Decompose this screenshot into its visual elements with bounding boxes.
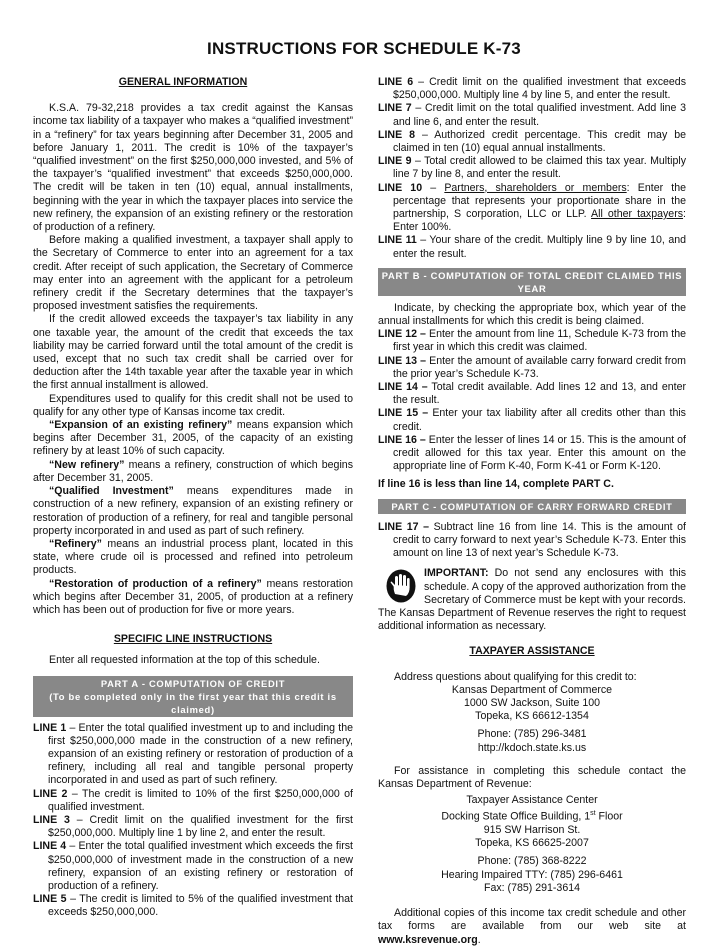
- important-notice: [378, 567, 686, 633]
- important-body: Do not send any enclosures with this schedule. A copy of the approved authorization from the Secretary of Commerce must be kept with your records.: [424, 567, 686, 606]
- closing-period: .: [477, 933, 481, 946]
- general-info-heading: GENERAL INFORMATION: [118, 76, 248, 88]
- general-paragraph-2: Before making a qualified investment, a taxpayer shall apply to the Secretary of Commerce to enter into an agreement for a tax credit. After receipt of such application, the Secretary of Commerce may enter into an agreement with the applicant for a petroleum refinery credit if the Secretary determines that the taxpayer’s proposed investment satisfies the requirements.: [33, 234, 353, 313]
- line-13: [378, 355, 686, 381]
- line-text: –: [422, 181, 445, 194]
- line-text: – Enter the total qualified investment which exceeds the first $250,000,000 of investment made in the construction of a new refinery, expansion of an existing refinery or restoration of production of a refinery.: [48, 840, 353, 892]
- line-label: LINE 9: [378, 155, 412, 168]
- specific-intro: Enter all requested information at the top of this schedule.: [49, 654, 320, 667]
- definition-text: means expenditures made in construction of a new refinery, expansion of an existing refinery or restoration of production of a refinery, for real and tangible personal property incorporated in and used as part of such refinery.: [33, 485, 353, 537]
- line-10: [378, 182, 686, 235]
- definition-refinery: [33, 538, 353, 578]
- definition-term: “Refinery”: [49, 537, 102, 550]
- line-label: LINE 5: [33, 893, 67, 906]
- line-text: – Credit limit on the qualified investment that exceeds $250,000,000. Multiply line 4 by line 5, and enter the result.: [393, 76, 686, 102]
- line-6: [378, 76, 686, 102]
- line-label: LINE 2: [33, 787, 68, 800]
- line-label: LINE 1: [33, 721, 67, 734]
- definition-text: means expansion which begins after December 31, 2005, of the capacity of an existing refinery by at least 10% of such capacity.: [33, 419, 353, 458]
- line-15: [378, 407, 686, 433]
- commerce-name: Kansas Department of Commerce: [451, 683, 613, 696]
- line-14: [378, 381, 686, 407]
- important-tail: The Kansas Department of Revenue reserves the right to request additional information as necessary.: [378, 606, 686, 633]
- line-text: – The credit is limited to 10% of the first $250,000,000 of qualified investment.: [48, 787, 353, 813]
- line-text: Enter the amount from line 11, Schedule K-73 from the first year in which this credit was claimed.: [393, 328, 686, 354]
- line-7: [378, 102, 686, 128]
- commerce-address: [378, 684, 686, 755]
- revenue-address: [378, 794, 686, 895]
- important-label: IMPORTANT:: [424, 567, 489, 580]
- line-text: – Authorized credit percentage. This credit may be claimed in ten (10) equal annual installments.: [393, 128, 686, 155]
- general-paragraph-1: K.S.A. 79-32,218 provides a tax credit against the Kansas income tax liability of a taxpayer who makes a “qualified investment” in a “refinery” for tax years beginning after December 31, 2005 and before January 1, 2011. The credit is 10% of the taxpayer’s “qualified investment” on the first $250,000,000 invested, and 5% of the taxpayer’s “qualified investment” that exceeds $250,000,000. The credit will be taken in ten (10) equal, annual installments, beginning with the year in which the taxpayer places into service the new refinery, the expansion of an existing refinery or the restoration of production of a refinery.: [33, 102, 353, 234]
- line-text: – Your share of the credit. Multiply line 9 by line 10, and enter the result.: [393, 234, 686, 260]
- commerce-website[interactable]: http://kdoch.state.ks.us: [477, 741, 587, 754]
- line-text: – Total credit allowed to be claimed this tax year. Multiply line 7 by line 8, and enter the result.: [393, 155, 686, 181]
- line-label: LINE 11: [378, 234, 417, 247]
- general-paragraph-3: If the credit allowed exceeds the taxpayer’s tax liability in any one taxable year, the amount of the credit that exceeds the tax liability may be carried forward until the total amount of the credit is used, except that no such tax credit shall be carried over for deduction after the 14th taxable year after the taxable year in which the first annual installment is allowed.: [33, 313, 353, 392]
- revenue-website-link[interactable]: www.ksrevenue.org: [378, 933, 478, 946]
- line-text: – Credit limit on the qualified investment for the first $250,000,000. Multiply line 1 by line 2, and enter the result.: [48, 813, 354, 840]
- revenue-center-name: Taxpayer Assistance Center: [466, 794, 598, 807]
- closing-body: Additional copies of this income tax credit schedule and other tax forms are available from our web site at: [378, 907, 686, 933]
- line-17: [378, 521, 686, 561]
- line-label: LINE 3: [33, 813, 70, 826]
- line-9: [378, 155, 686, 181]
- definition-term: “Expansion of an existing refinery”: [49, 419, 233, 432]
- line-text: – The credit is limited to 5% of the qualified investment that exceeds $250,000,000.: [48, 893, 353, 919]
- revenue-street: 915 SW Harrison St.: [483, 824, 581, 837]
- line-text: Enter your tax liability after all credits other than this credit.: [393, 407, 686, 433]
- taxpayer-assistance-heading: TAXPAYER ASSISTANCE: [469, 645, 595, 658]
- part-a-lines: [33, 722, 353, 920]
- line-2: [33, 788, 353, 814]
- assistance-intro-1: Address questions about qualifying for this credit to:: [394, 670, 637, 683]
- line-16: [378, 434, 686, 474]
- definition-qualified-investment: [33, 485, 353, 538]
- line-4: [33, 840, 353, 893]
- line-label: LINE 4: [33, 840, 67, 853]
- line-text: Enter the lesser of lines 14 or 15. This is the amount of credit allowed for this tax year. Enter this amount on the appropriate line of Form K-40, Form K-41 or Form K-120.: [393, 433, 686, 473]
- line-text: Enter the amount of available carry forward credit from the prior year’s Schedule K-73.: [393, 354, 686, 380]
- part-a-title: PART A - COMPUTATION OF CREDIT: [100, 677, 286, 689]
- building-name: Docking State Office Building, 1: [441, 810, 591, 823]
- definition-text: means an industrial process plant, located in this state, where crude oil is processed and refined into petroleum products.: [33, 537, 353, 577]
- part-b-header: [378, 268, 686, 296]
- definition-text: means a refinery, construction of which begins after December 31, 2005.: [33, 458, 353, 484]
- assistance-intro-2: For assistance in completing this schedule contact the Kansas Department of Revenue:: [378, 764, 686, 790]
- definition-restoration: [33, 578, 353, 618]
- commerce-city: Topeka, KS 66612-1354: [475, 710, 589, 723]
- commerce-street: 1000 SW Jackson, Suite 100: [463, 696, 601, 709]
- line-text: : Enter the percentage that represents your proportionate share in the partnership, S corporation, LLC or LLP.: [393, 181, 687, 221]
- definition-term: “New refinery”: [49, 458, 125, 471]
- line-label: LINE 6: [378, 76, 414, 88]
- part-c-title: PART C - COMPUTATION OF CARRY FORWARD CREDIT: [391, 500, 673, 512]
- revenue-fax: Fax: (785) 291-3614: [484, 881, 580, 894]
- definition-new-refinery: [33, 459, 353, 485]
- definition-text: means restoration which begins after December 31, 2005, of production at a refinery which has been out of production for five or more years.: [33, 577, 353, 616]
- line-5: [33, 893, 353, 919]
- line-text: Subtract line 16 from line 14. This is the amount of credit to carry forward to next year’s Schedule K-73. Enter this amount on line 13 of next year’s Schedule K-73.: [393, 520, 686, 560]
- definition-term: “Qualified Investment”: [49, 485, 174, 498]
- part-a-subtitle: (To be completed only in the first year that this credit is claimed): [49, 690, 337, 715]
- line-text: Total credit available. Add lines 12 and 13, and enter the result.: [393, 381, 686, 407]
- line-label: LINE 16 –: [378, 433, 426, 446]
- revenue-building: [378, 807, 686, 824]
- line-label: LINE 10: [378, 181, 423, 194]
- line-label: LINE 8: [378, 128, 415, 141]
- revenue-tty: Hearing Impaired TTY: (785) 296-6461: [441, 868, 623, 881]
- floor-word: Floor: [595, 810, 623, 823]
- line-11: [378, 234, 686, 260]
- stop-hand-icon: [386, 569, 416, 603]
- floor-suffix: st: [590, 810, 596, 818]
- definition-expansion: [33, 419, 353, 459]
- line-8: [378, 129, 686, 155]
- line-text: – Enter the total qualified investment up to and including the first $250,000,000 made in the construction of a new refinery, expansion of an existing refinery or restoration of production of a refinery, including all real and tangible personal property incorporated in and used as part of such refinery.: [48, 721, 353, 787]
- line-text: – Credit limit on the total qualified investment. Add line 3 and line 6, and enter the result.: [393, 102, 687, 128]
- commerce-phone: Phone: (785) 296-3481: [477, 728, 587, 741]
- line-label: LINE 13 –: [378, 354, 427, 367]
- line-3: [33, 814, 353, 840]
- line-label: LINE 12 –: [378, 328, 426, 341]
- part-c-note: If line 16 is less than line 14, complete PART C.: [378, 478, 614, 491]
- line-label: LINE 7: [378, 102, 412, 115]
- definition-term: “Restoration of production of a refinery”: [49, 577, 262, 590]
- right-column: [378, 76, 686, 947]
- important-text: [378, 567, 686, 607]
- part-b-intro: Indicate, by checking the appropriate box, which year of the annual installments for which this credit is being claimed.: [378, 301, 686, 328]
- specific-instructions-heading: SPECIFIC LINE INSTRUCTIONS: [113, 633, 273, 646]
- revenue-city: Topeka, KS 66625-2007: [475, 837, 589, 850]
- line-label: LINE 17 –: [378, 520, 429, 533]
- line-label: LINE 15 –: [378, 407, 429, 420]
- revenue-phone: Phone: (785) 368-8222: [477, 855, 587, 868]
- line-1: [33, 722, 353, 788]
- part-c-header: [378, 499, 686, 514]
- line-10-others: All other taxpayers: [591, 208, 684, 221]
- line-10-partners: Partners, shareholders or members: [444, 181, 627, 194]
- page-title: INSTRUCTIONS FOR SCHEDULE K-73: [207, 39, 521, 58]
- line-text: : Enter 100%.: [393, 208, 686, 234]
- line-12: [378, 328, 686, 354]
- part-a-header: [33, 676, 353, 717]
- left-column: [33, 76, 353, 920]
- closing-text: [378, 907, 686, 947]
- general-paragraph-4: Expenditures used to qualify for this credit shall not be used to qualify for any other type of Kansas income tax credit.: [33, 392, 353, 418]
- part-b-title: PART B - COMPUTATION OF TOTAL CREDIT CLAIMED THIS YEAR: [381, 269, 683, 294]
- line-label: LINE 14 –: [378, 381, 428, 394]
